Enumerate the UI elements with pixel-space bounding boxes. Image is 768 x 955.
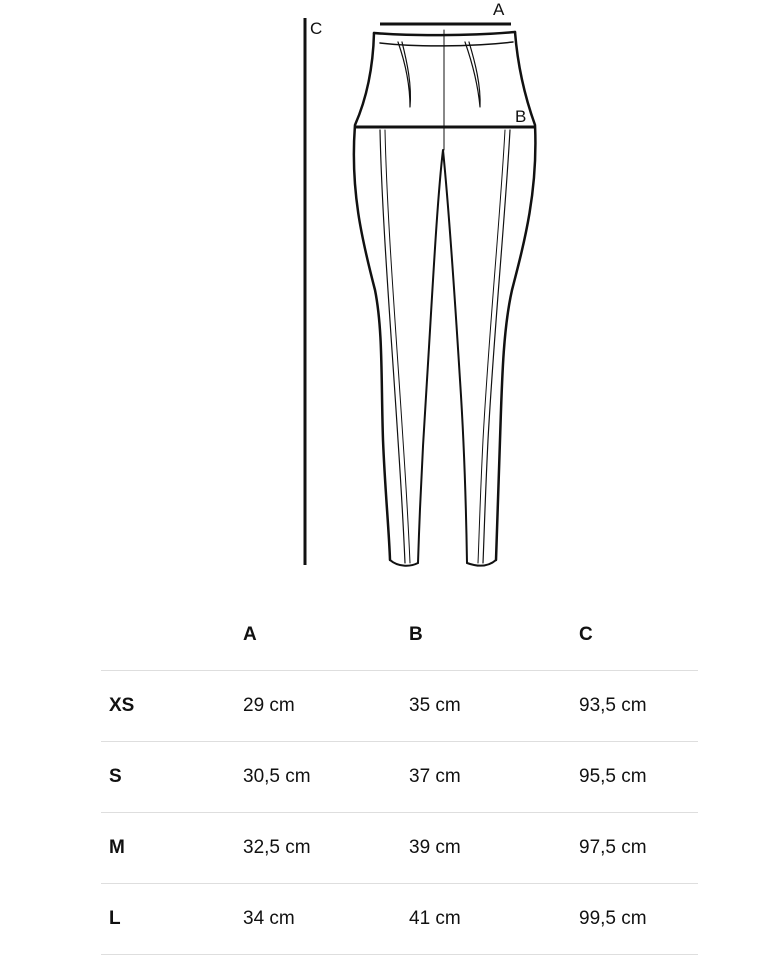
value-b-cell: 41 cm	[401, 884, 571, 955]
header-a: A	[235, 600, 401, 671]
value-c-cell: 99,5 cm	[571, 884, 698, 955]
value-a-cell: 32,5 cm	[235, 813, 401, 884]
header-c: C	[571, 600, 698, 671]
value-c-cell: 93,5 cm	[571, 671, 698, 742]
table-header-row	[101, 600, 698, 671]
table-row	[101, 671, 698, 742]
value-b-cell: 37 cm	[401, 742, 571, 813]
label-a: A	[493, 0, 505, 19]
table-row	[101, 813, 698, 884]
size-cell: XS	[101, 671, 235, 742]
value-b-cell: 39 cm	[401, 813, 571, 884]
value-c-cell: 97,5 cm	[571, 813, 698, 884]
value-a-cell: 30,5 cm	[235, 742, 401, 813]
header-b: B	[401, 600, 571, 671]
value-a-cell: 29 cm	[235, 671, 401, 742]
value-c-cell: 95,5 cm	[571, 742, 698, 813]
size-cell: M	[101, 813, 235, 884]
leggings-illustration	[354, 30, 536, 566]
size-cell: S	[101, 742, 235, 813]
table-row	[101, 742, 698, 813]
header-size	[101, 600, 235, 671]
size-chart-table	[101, 600, 698, 955]
label-c: C	[310, 19, 323, 38]
value-b-cell: 35 cm	[401, 671, 571, 742]
label-b: B	[515, 107, 527, 126]
table-row	[101, 884, 698, 955]
size-cell: L	[101, 884, 235, 955]
value-a-cell: 34 cm	[235, 884, 401, 955]
